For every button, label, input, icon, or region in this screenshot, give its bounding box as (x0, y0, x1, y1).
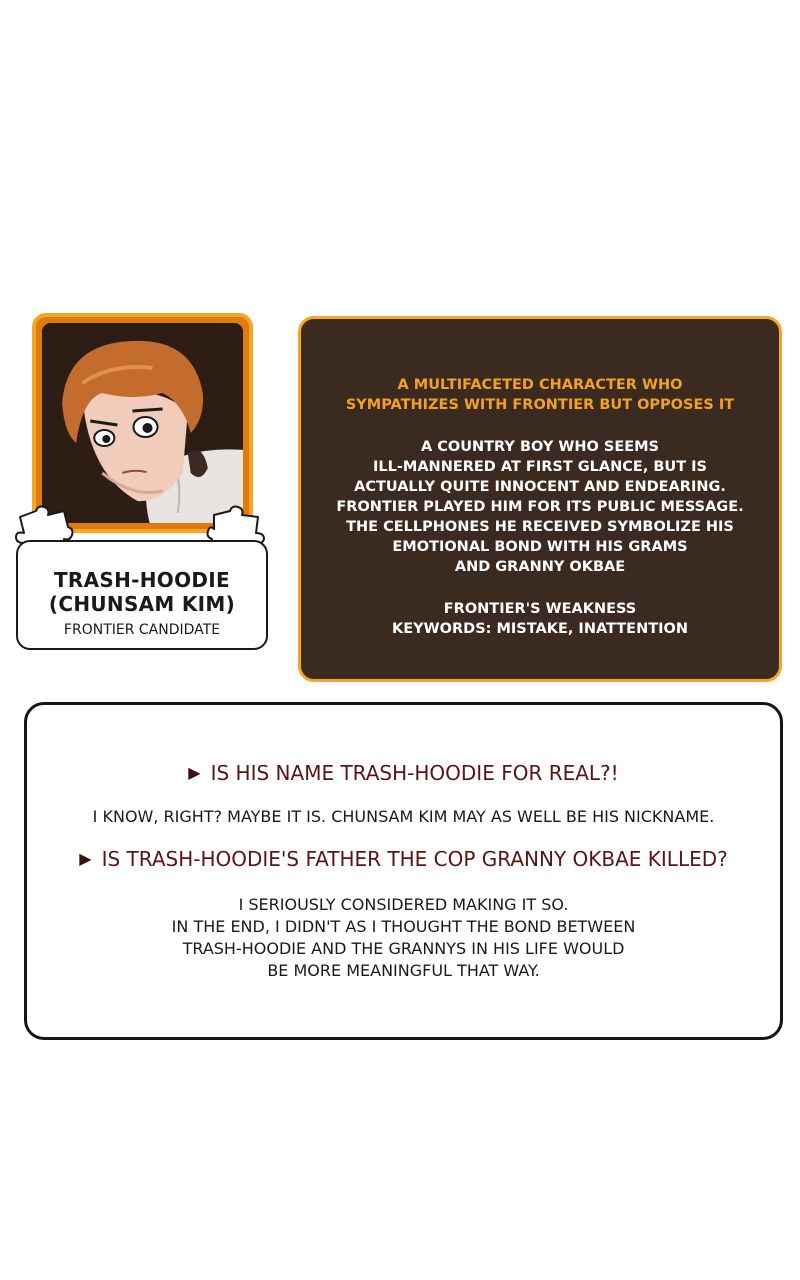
headline-line: SYMPATHIZES WITH FRONTIER BUT OPPOSES IT (345, 397, 735, 413)
body-line: ACTUALLY QUITE INNOCENT AND ENDEARING. (354, 479, 726, 495)
answer-line: TRASH-HOODIE AND THE GRANNYS IN HIS LIFE WOULD (182, 939, 625, 958)
body-line: THE CELLPHONES HE RECEIVED SYMBOLIZE HIS (346, 519, 734, 535)
character-real-name: (CHUNSAM KIM) (48, 592, 236, 616)
character-name-card (16, 540, 268, 650)
body-line: AND GRANNY OKBAE (454, 559, 626, 575)
question-text: IS TRASH-HOODIE'S FATHER THE COP GRANNY OKBAE KILLED? (101, 847, 728, 871)
triangle-bullet-icon: ▶ (188, 763, 201, 782)
answer-1 (27, 806, 780, 828)
character-name: TRASH-HOODIE (53, 568, 230, 592)
character-role: FRONTIER CANDIDATE (63, 622, 221, 638)
character-portrait (42, 323, 243, 523)
body-line: A COUNTRY BOY WHO SEEMS (421, 439, 659, 455)
question-1 (27, 760, 780, 786)
weakness-line: FRONTIER'S WEAKNESS (443, 601, 637, 617)
answer-line: IN THE END, I DIDN'T AS I THOUGHT THE BOND BETWEEN (171, 917, 636, 936)
triangle-bullet-icon: ▶ (79, 849, 92, 868)
character-portrait-frame (32, 313, 253, 533)
keywords-line: KEYWORDS: MISTAKE, INATTENTION (392, 621, 688, 637)
question-2 (27, 846, 780, 872)
description-headline (301, 375, 779, 415)
description-body (301, 437, 779, 577)
answer-2 (27, 894, 780, 982)
body-line: FRONTIER PLAYED HIM FOR ITS PUBLIC MESSAGE. (336, 499, 744, 515)
character-description-box (298, 316, 782, 682)
body-line: ILL-MANNERED AT FIRST GLANCE, BUT IS (373, 459, 707, 475)
question-text: IS HIS NAME TRASH-HOODIE FOR REAL?! (210, 761, 619, 785)
qa-box (24, 702, 783, 1040)
answer-line: I SERIOUSLY CONSIDERED MAKING IT SO. (238, 895, 569, 914)
description-weakness (301, 599, 779, 639)
answer-line: BE MORE MEANINGFUL THAT WAY. (267, 961, 540, 980)
character-illustration (42, 323, 243, 523)
answer-line: I KNOW, RIGHT? MAYBE IT IS. CHUNSAM KIM MAY AS WELL BE HIS NICKNAME. (92, 807, 715, 826)
body-line: EMOTIONAL BOND WITH HIS GRAMS (392, 539, 688, 555)
headline-line: A MULTIFACETED CHARACTER WHO (397, 377, 683, 393)
